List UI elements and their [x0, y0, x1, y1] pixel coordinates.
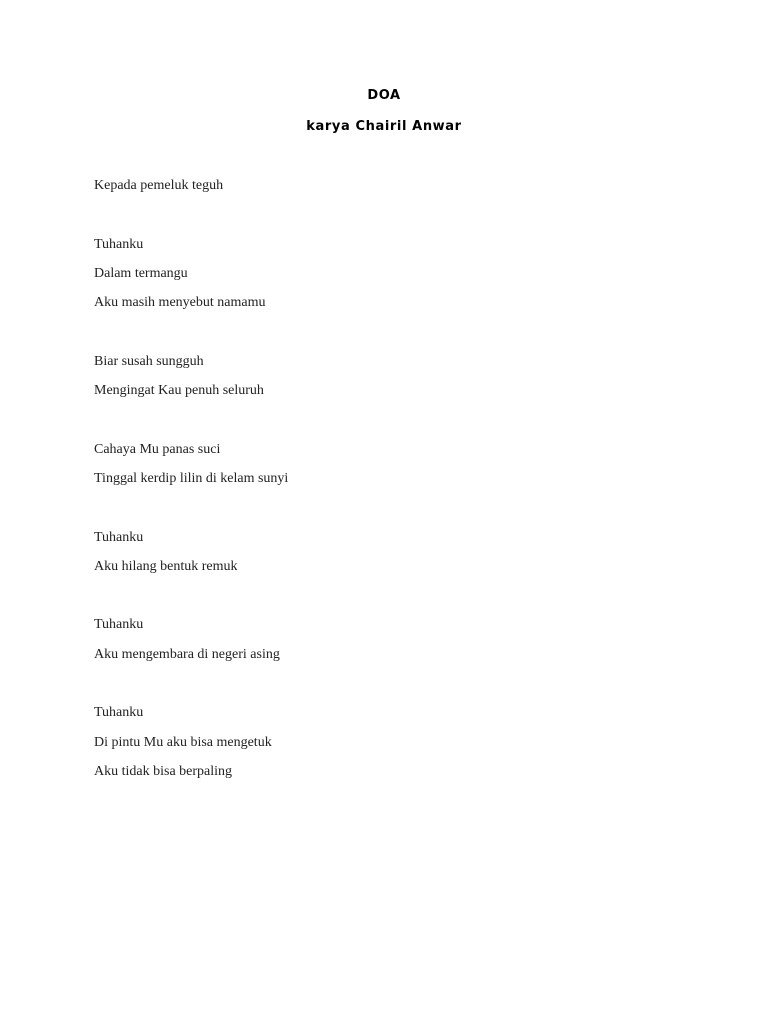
poem-line: Tuhanku: [94, 617, 144, 633]
poem-line: Tuhanku: [94, 529, 144, 545]
poem-line: Aku masih menyebut namamu: [94, 295, 266, 311]
poem-line: Tuhanku: [94, 705, 144, 721]
poem-line: Mengingat Kau penuh seluruh: [94, 383, 264, 399]
stanza-break: [94, 322, 694, 351]
poem-body: [94, 176, 694, 791]
stanza-break: [94, 498, 694, 527]
poem-title: DOA: [367, 88, 401, 103]
stanza-break: [94, 674, 694, 703]
poem-line: Tuhanku: [94, 236, 144, 252]
stanza-break: [94, 205, 694, 234]
poem-line: Aku tidak bisa berpaling: [94, 763, 233, 779]
poem-line: Aku hilang bentuk remuk: [94, 558, 238, 574]
poem-author: karya Chairil Anwar: [306, 119, 462, 134]
stanza-break: [94, 410, 694, 439]
poem-line: Tinggal kerdip lilin di kelam sunyi: [94, 470, 289, 486]
poem-line: Di pintu Mu aku bisa mengetuk: [94, 734, 272, 750]
poem-line: Cahaya Mu panas suci: [94, 441, 221, 457]
poem-line: Kepada pemeluk teguh: [94, 178, 224, 193]
poem-line: Biar susah sungguh: [94, 353, 204, 369]
stanza-break: [94, 586, 694, 615]
poem-line: Dalam termangu: [94, 265, 188, 281]
poem-line: Aku mengembara di negeri asing: [94, 646, 280, 662]
